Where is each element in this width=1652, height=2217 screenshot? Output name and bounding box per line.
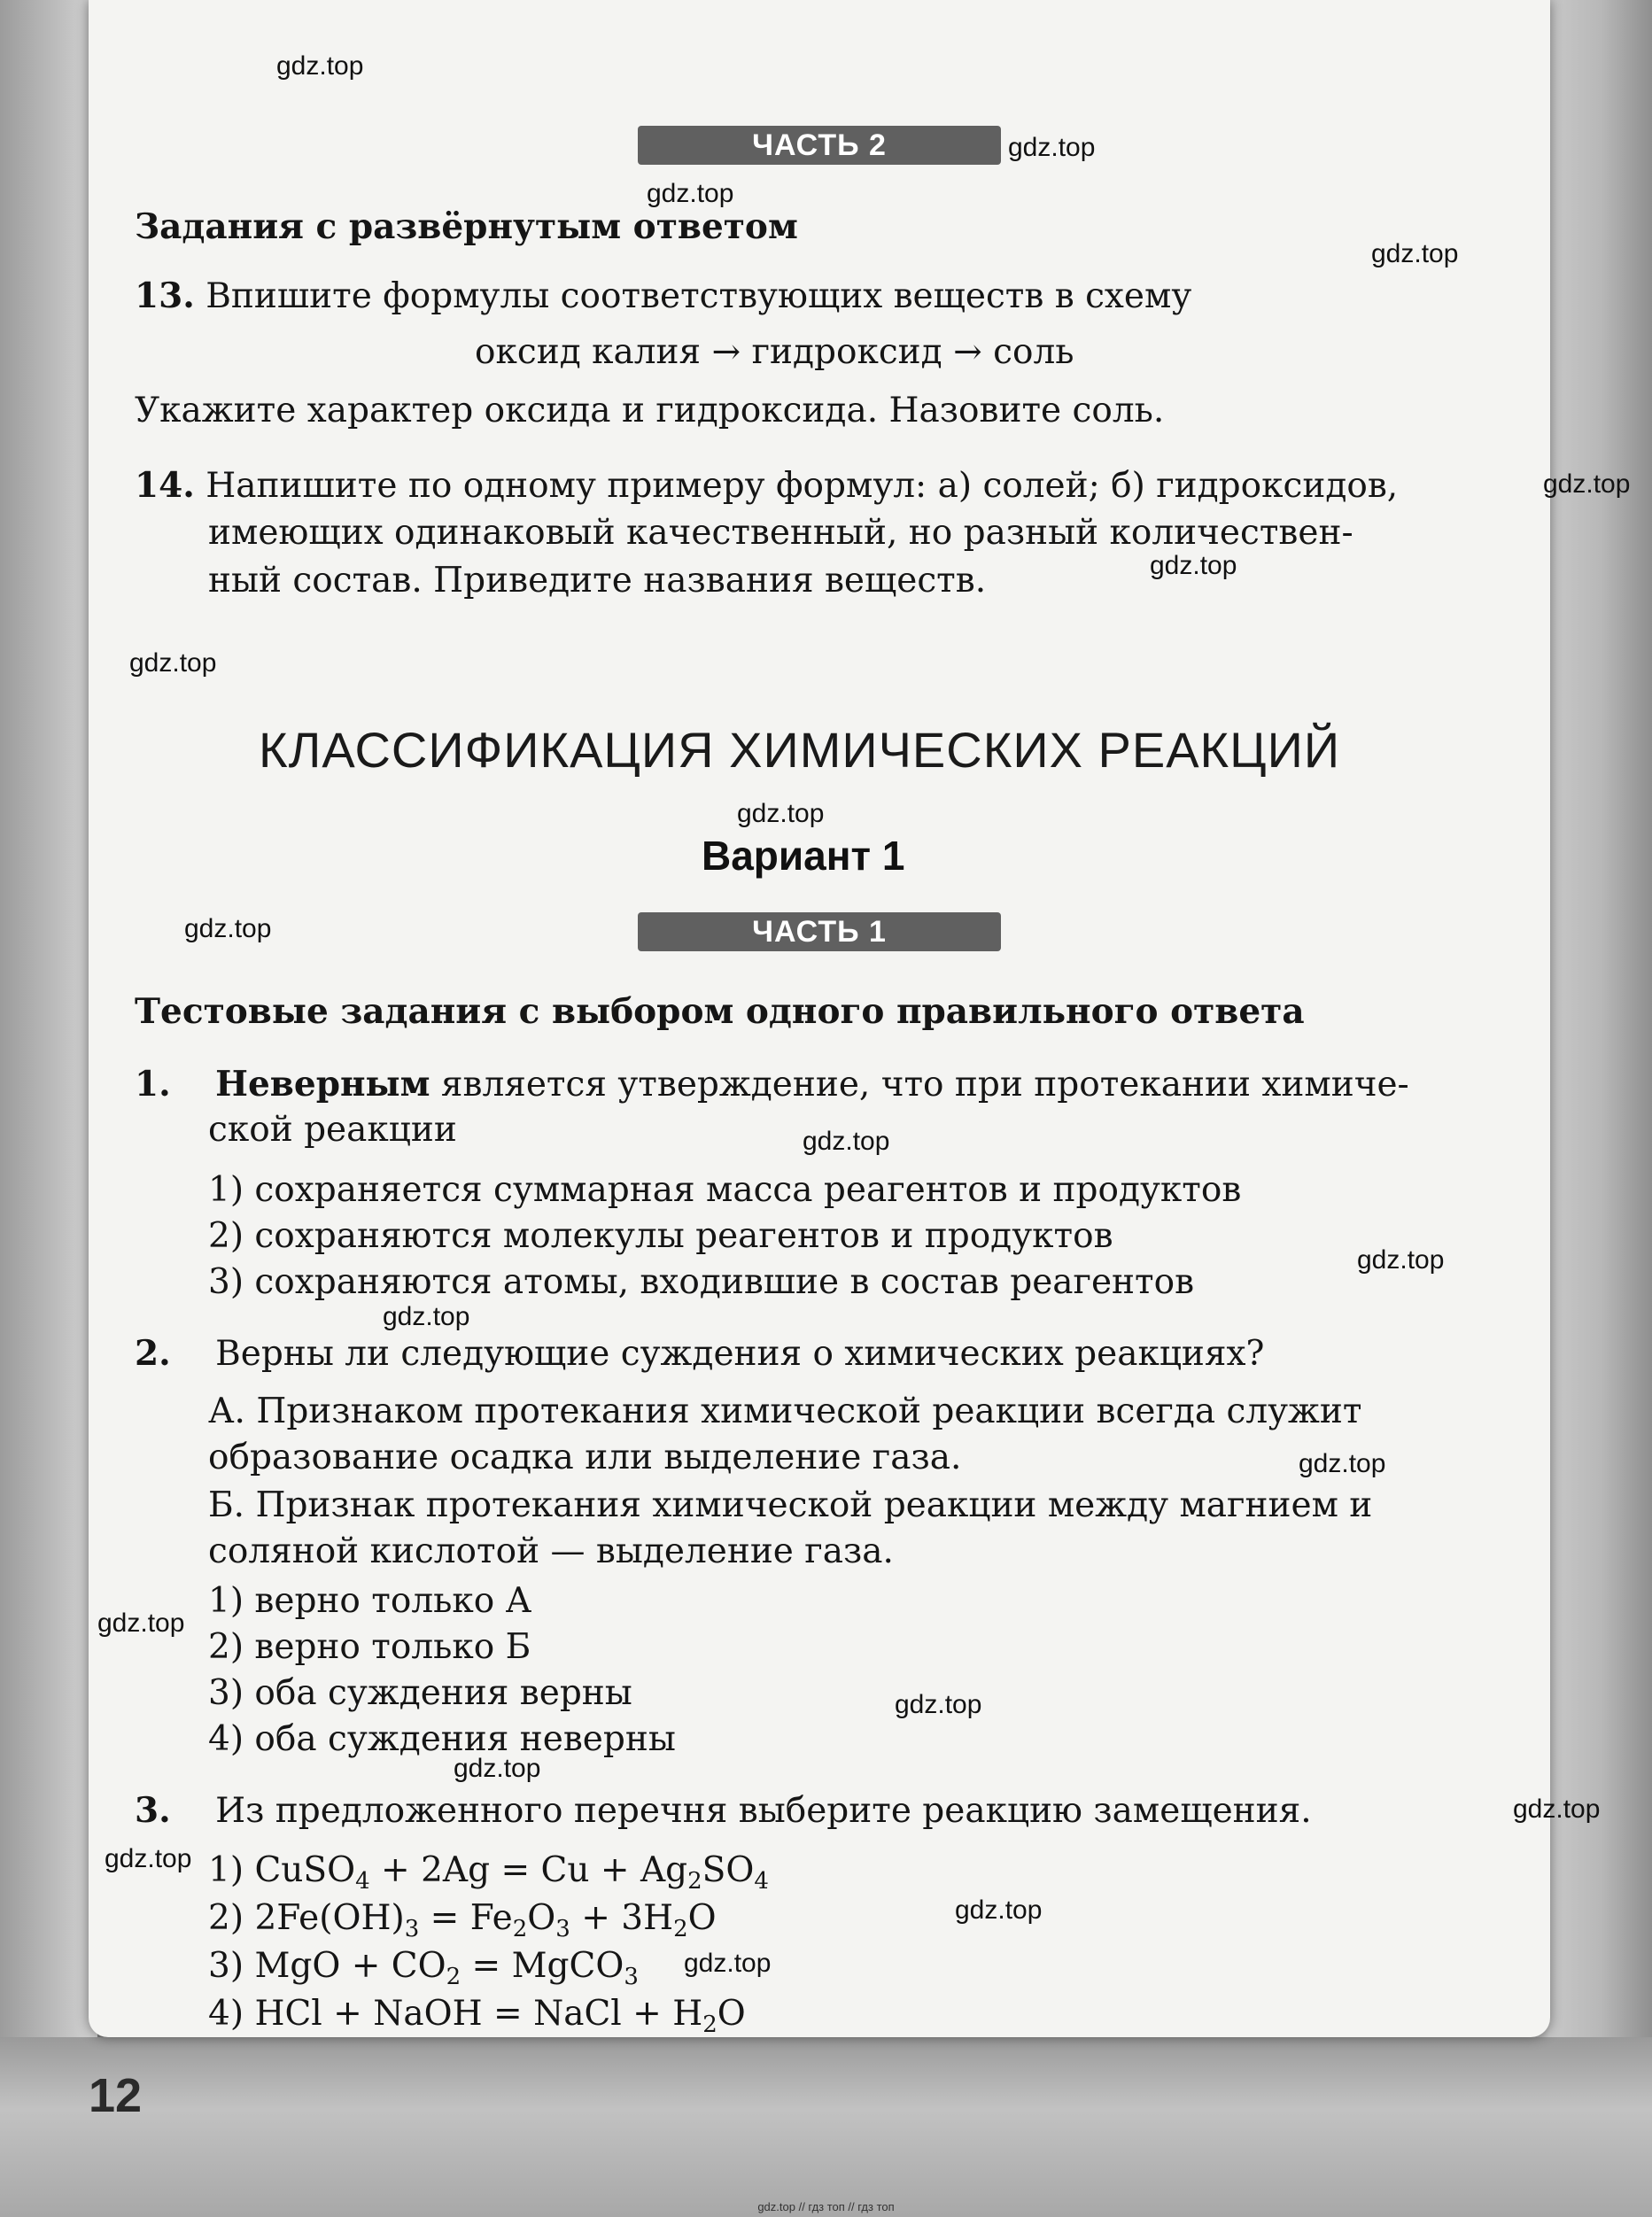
background-left <box>0 0 97 2217</box>
q3-option-3-sub-1: 2 <box>446 1964 461 1990</box>
q13-after: Укажите характер оксида и гидроксида. Назовите соль. <box>135 391 1165 430</box>
question-3 <box>135 1787 1312 1834</box>
watermark: gdz.top <box>454 1754 541 1783</box>
watermark: gdz.top <box>276 51 364 81</box>
q14-number: 14. <box>135 465 195 506</box>
q3-option-4-part-b: O <box>717 1994 746 2034</box>
q3-option-2-sub-2: 2 <box>512 1916 528 1942</box>
q3-option-1-sub-3: 4 <box>754 1868 769 1895</box>
q3-option-2-part-a: 2Fe(OH) <box>254 1898 405 1938</box>
q3-option-1-sub-1: 4 <box>355 1868 370 1895</box>
q3-option-3 <box>208 1943 639 1989</box>
background-bottom <box>0 2037 1652 2217</box>
question-14 <box>135 462 1398 509</box>
q14-line1: Напишите по одному примеру формул: а) солей; б) гидроксидов, <box>206 466 1399 506</box>
watermark: gdz.top <box>1008 133 1096 162</box>
q3-option-2 <box>208 1895 717 1942</box>
q2-option-2: 2) верно только Б <box>208 1627 531 1667</box>
q3-option-3-part-b: = MgCO <box>461 1946 624 1986</box>
question-13 <box>135 273 1191 320</box>
q1-option-3: 3) сохраняются атомы, входившие в состав реагентов <box>208 1262 1195 1302</box>
q14-line2: имеющих одинаковый качественный, но разный количествен- <box>208 513 1353 553</box>
q3-option-1-part-c: SO <box>702 1850 755 1890</box>
q2-statement-b2: соляной кислотой — выделение газа. <box>208 1531 894 1571</box>
variant-title: Вариант 1 <box>702 833 905 879</box>
watermark: gdz.top <box>684 1949 772 1978</box>
watermark: gdz.top <box>803 1127 890 1156</box>
watermark: gdz.top <box>1299 1449 1386 1478</box>
watermark: gdz.top <box>97 1608 185 1638</box>
q3-option-2-part-b: = Fe <box>419 1898 513 1938</box>
part1-subtitle: Тестовые задания с выбором одного правильного ответа <box>135 991 1305 1032</box>
q3-number: 3. <box>135 1790 171 1831</box>
q3-option-4 <box>208 1991 746 2037</box>
watermark: gdz.top <box>895 1690 982 1719</box>
part2-subtitle: Задания с развёрнутым ответом <box>135 206 798 247</box>
q3-option-4-part-a: HCl + NaOH = NaCl + H <box>254 1994 703 2034</box>
q2-statement-a1: А. Признаком протекания химической реакции всегда служит <box>208 1391 1362 1431</box>
q1-option-2: 2) сохраняются молекулы реагентов и продуктов <box>208 1216 1113 1256</box>
q3-option-2-part-d: + 3H <box>570 1898 674 1938</box>
watermark: gdz.top <box>1543 469 1631 499</box>
q3-option-3-number: 3) <box>208 1946 244 1986</box>
q2-option-3: 3) оба суждения верны <box>208 1673 632 1713</box>
watermark: gdz.top <box>647 179 734 208</box>
q2-option-4: 4) оба суждения неверны <box>208 1719 676 1759</box>
q3-option-2-part-e: O <box>687 1898 717 1938</box>
part1-band: ЧАСТЬ 1 <box>638 912 1001 951</box>
watermark: gdz.top <box>383 1302 470 1331</box>
q3-option-2-number: 2) <box>208 1898 244 1938</box>
q3-text: Из предложенного перечня выберите реакцию замещения. <box>215 1791 1312 1831</box>
q13-text: Впишите формулы соответствующих веществ в схему <box>206 276 1192 316</box>
q1-number: 1. <box>135 1064 171 1105</box>
q2-option-1: 1) верно только А <box>208 1581 532 1621</box>
q3-option-1-part-b: + 2Ag = Cu + Ag <box>369 1850 688 1890</box>
q3-option-1-number: 1) <box>208 1850 244 1890</box>
q3-option-4-number: 4) <box>208 1994 244 2034</box>
watermark: gdz.top <box>129 648 217 678</box>
q1-bold: Неверным <box>215 1064 430 1105</box>
q1-line2: ской реакции <box>208 1110 457 1150</box>
q3-option-3-part-a: MgO + CO <box>254 1946 446 1986</box>
q1-option-1: 1) сохраняется суммарная масса реагентов и продуктов <box>208 1170 1242 1210</box>
q2-text: Верны ли следующие суждения о химических реакциях? <box>215 1334 1265 1374</box>
watermark: gdz.top <box>1357 1245 1445 1275</box>
watermark: gdz.top <box>1150 551 1237 580</box>
section-title: КЛАССИФИКАЦИЯ ХИМИЧЕСКИХ РЕАКЦИЙ <box>259 722 1341 778</box>
q13-number: 13. <box>135 275 195 316</box>
watermark: gdz.top <box>105 1844 192 1873</box>
q3-option-2-sub-3: 3 <box>555 1916 570 1942</box>
q3-option-2-sub-1: 3 <box>404 1916 420 1942</box>
q2-statement-a2: образование осадка или выделение газа. <box>208 1438 962 1477</box>
watermark: gdz.top <box>184 914 272 943</box>
watermark: gdz.top <box>1513 1795 1601 1824</box>
part2-band: ЧАСТЬ 2 <box>638 126 1001 165</box>
q3-option-1-part-a: CuSO <box>254 1850 356 1890</box>
q14-line3: ный состав. Приведите названия веществ. <box>208 561 987 601</box>
page-number: 12 <box>89 2069 143 2122</box>
watermark: gdz.top <box>955 1895 1043 1925</box>
question-2 <box>135 1330 1264 1377</box>
q2-statement-b1: Б. Признак протекания химической реакции между магнием и <box>208 1485 1373 1525</box>
footer-link[interactable]: gdz.top // гдз топ // гдз топ <box>757 2200 895 2213</box>
q1-rest: является утверждение, что при протекании химиче- <box>430 1065 1409 1105</box>
q3-option-2-part-c: O <box>527 1898 556 1938</box>
q3-option-3-sub-2: 3 <box>624 1964 639 1990</box>
q3-option-2-sub-4: 2 <box>673 1916 688 1942</box>
q3-option-1-sub-2: 2 <box>687 1868 702 1895</box>
q13-scheme: оксид калия → гидроксид → соль <box>475 332 1074 372</box>
watermark: gdz.top <box>737 799 825 828</box>
q3-option-4-sub-1: 2 <box>702 2012 717 2038</box>
watermark: gdz.top <box>1371 239 1459 268</box>
q3-option-1 <box>208 1848 769 1894</box>
q2-number: 2. <box>135 1333 171 1374</box>
question-1 <box>135 1061 1409 1108</box>
